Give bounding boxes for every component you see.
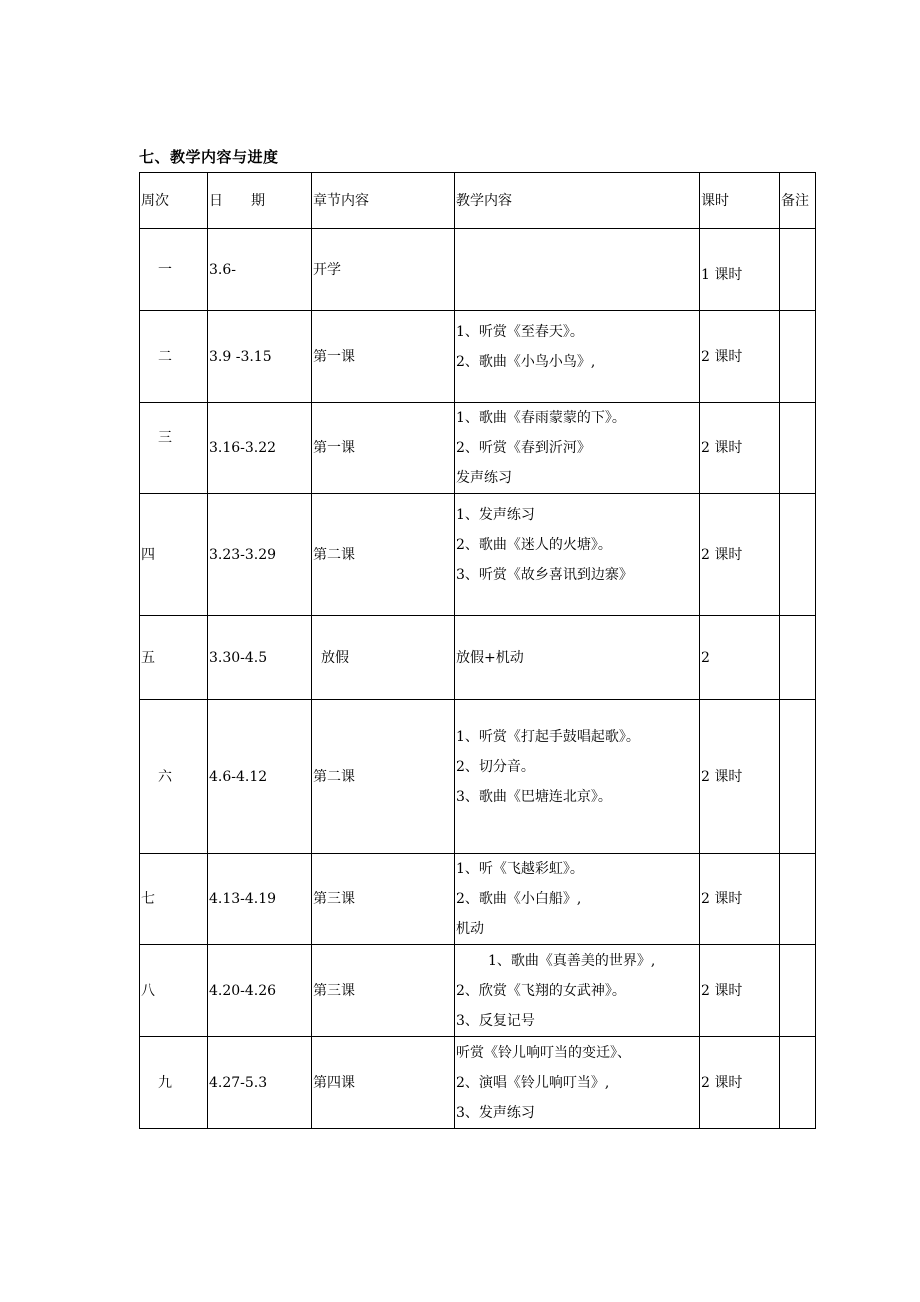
content-cell xyxy=(455,945,700,1037)
content-line: 3、歌曲《巴塘连北京》。 xyxy=(456,788,612,805)
table-row xyxy=(140,403,816,494)
content-line: 2、歌曲《小鸟小鸟》, xyxy=(456,353,596,370)
week-cell: 六 xyxy=(140,700,208,854)
content-cell xyxy=(455,616,700,700)
hours-cell: 2 xyxy=(700,616,780,700)
content-line: 听赏《铃儿响叮当的变迁》、 xyxy=(456,1044,631,1061)
content-line: 2、听赏《春到沂河》 xyxy=(456,440,591,456)
note-cell xyxy=(780,945,816,1037)
content-line: 放假+机动 xyxy=(456,649,524,666)
table-row xyxy=(140,1037,816,1129)
hours-cell: 2 课时 xyxy=(700,1037,780,1129)
content-cell xyxy=(455,1037,700,1129)
hours-cell: 2 课时 xyxy=(700,700,780,854)
header-date: 日 期 xyxy=(208,173,312,229)
table-row xyxy=(140,494,816,616)
chapter-cell: 第三课 xyxy=(312,854,455,945)
note-cell xyxy=(780,311,816,403)
content-line: 3、发声练习 xyxy=(456,1104,535,1121)
date-cell: 4.27-5.3 xyxy=(208,1037,312,1129)
section-heading: 七、教学内容与进度 xyxy=(139,148,279,166)
content-line: 2、歌曲《小白船》, xyxy=(456,891,582,907)
week-cell xyxy=(140,403,208,494)
date-cell: 4.20-4.26 xyxy=(208,945,312,1037)
content-line: 1、听赏《至春天》。 xyxy=(456,323,584,340)
chapter-cell: 第四课 xyxy=(312,1037,455,1129)
content-line: 发声练习 xyxy=(456,470,512,486)
chapter-cell: 第三课 xyxy=(312,945,455,1037)
week-text: 三 xyxy=(158,430,172,446)
table-row xyxy=(140,229,816,311)
hours-cell: 2 课时 xyxy=(700,945,780,1037)
content-line: 1、听赏《打起手鼓唱起歌》。 xyxy=(456,728,640,745)
note-cell xyxy=(780,1037,816,1129)
date-cell: 3.9 -3.15 xyxy=(208,311,312,403)
content-line: 机动 xyxy=(456,921,484,937)
header-week: 周次 xyxy=(140,173,208,229)
date-cell: 4.13-4.19 xyxy=(208,854,312,945)
note-cell xyxy=(780,700,816,854)
content-line: 2、歌曲《迷人的火塘》。 xyxy=(456,536,612,553)
schedule-table xyxy=(139,172,816,1129)
date-cell: 4.6-4.12 xyxy=(208,700,312,854)
week-cell: 九 xyxy=(140,1037,208,1129)
content-line: 1、歌曲《春雨蒙蒙的下》。 xyxy=(456,410,626,426)
note-cell xyxy=(780,854,816,945)
hours-cell: 2 课时 xyxy=(700,311,780,403)
chapter-cell: 第二课 xyxy=(312,494,455,616)
content-line: 2、演唱《铃儿响叮当》, xyxy=(456,1074,610,1091)
note-cell xyxy=(780,494,816,616)
content-cell xyxy=(455,229,700,311)
hours-cell: 2 课时 xyxy=(700,494,780,616)
chapter-cell: 第二课 xyxy=(312,700,455,854)
hours-text: 1 课时 xyxy=(701,266,743,283)
week-cell: 一 xyxy=(140,229,208,311)
date-cell: 3.23-3.29 xyxy=(208,494,312,616)
content-line: 1、歌曲《真善美的世界》, xyxy=(488,952,656,969)
hours-cell: 2 课时 xyxy=(700,854,780,945)
chapter-cell: 第一课 xyxy=(312,311,455,403)
chapter-cell: 第一课 xyxy=(312,403,455,494)
header-hours: 课时 xyxy=(700,173,780,229)
note-cell xyxy=(780,229,816,311)
date-cell: 3.6- xyxy=(208,229,312,311)
table-row xyxy=(140,311,816,403)
week-cell: 五 xyxy=(140,616,208,700)
content-line: 3、反复记号 xyxy=(456,1012,535,1029)
content-line: 1、听《飞越彩虹》。 xyxy=(456,861,584,877)
week-cell: 四 xyxy=(140,494,208,616)
hours-cell: 2 课时 xyxy=(700,403,780,494)
week-cell: 八 xyxy=(140,945,208,1037)
chapter-cell: 开学 xyxy=(312,229,455,311)
content-cell xyxy=(455,494,700,616)
hours-cell xyxy=(700,229,780,311)
content-cell xyxy=(455,854,700,945)
table-row xyxy=(140,945,816,1037)
content-cell xyxy=(455,403,700,494)
table-row xyxy=(140,854,816,945)
content-line: 3、听赏《故乡喜讯到边寨》 xyxy=(456,566,633,583)
week-cell: 七 xyxy=(140,854,208,945)
week-cell: 二 xyxy=(140,311,208,403)
content-line: 1、发声练习 xyxy=(456,506,535,523)
header-note: 备注 xyxy=(780,173,816,229)
date-cell: 3.30-4.5 xyxy=(208,616,312,700)
chapter-cell: 放假 xyxy=(312,616,455,700)
table-header-row xyxy=(140,173,816,229)
content-cell xyxy=(455,311,700,403)
table-row xyxy=(140,700,816,854)
content-line: 2、切分音。 xyxy=(456,758,535,775)
date-cell: 3.16-3.22 xyxy=(208,403,312,494)
note-cell xyxy=(780,616,816,700)
note-cell xyxy=(780,403,816,494)
header-chapter: 章节内容 xyxy=(312,173,455,229)
table-row xyxy=(140,616,816,700)
header-content: 教学内容 xyxy=(455,173,700,229)
content-line: 2、欣赏《飞翔的女武神》。 xyxy=(456,982,626,999)
content-cell xyxy=(455,700,700,854)
